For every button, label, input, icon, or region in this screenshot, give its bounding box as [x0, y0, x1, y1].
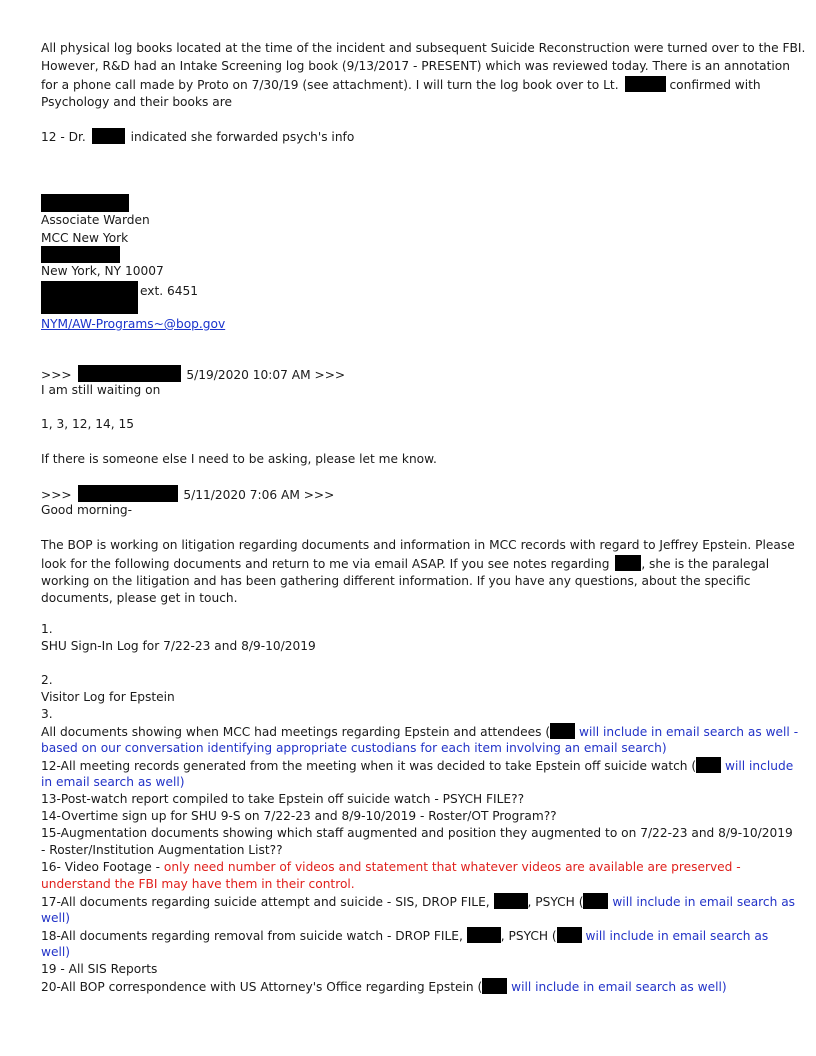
list-item: 14-Overtime sign up for SHU 9-S on 7/22-23 and 8/9-10/2019 - Roster/OT Program??	[41, 809, 557, 823]
body-line: look for the following documents and return to me via email ASAP. If you see notes regarding , she is the paralegal	[41, 557, 770, 571]
redacted-address	[41, 246, 120, 263]
redaction	[583, 893, 608, 909]
list-item: 20-All BOP correspondence with US Attorney's Office regarding Epstein ( will include in email search as well)	[41, 980, 727, 994]
body-line: 1, 3, 12, 14, 15	[41, 417, 135, 431]
signature-phone: ext. 6451	[41, 281, 198, 300]
list-item: 13-Post-watch report compiled to take Epstein off suicide watch - PSYCH FILE??	[41, 792, 525, 806]
redaction	[557, 927, 582, 943]
body-line: However, R&D had an Intake Screening log book (9/13/2017 - PRESENT) which was reviewed today. There is an annotation	[41, 59, 790, 73]
body-line: 12 - Dr. indicated she forwarded psych's info	[41, 130, 355, 144]
redaction	[550, 723, 575, 739]
redacted-sender	[78, 365, 181, 382]
message-header: >>> 5/11/2020 7:06 AM >>>	[41, 485, 334, 504]
redaction	[615, 555, 641, 571]
redaction	[92, 128, 125, 144]
body-line: for a phone call made by Proto on 7/30/19 (see attachment). I will turn the log book over to Lt. confirmed with	[41, 78, 761, 92]
list-item: 18-All documents regarding removal from suicide watch - DROP FILE, , PSYCH ( will include in email search as	[41, 929, 769, 943]
body-line: Psychology and their books are	[41, 95, 232, 109]
redaction	[494, 893, 528, 909]
body-line: I am still waiting on	[41, 383, 161, 397]
list-item: SHU Sign-In Log for 7/22-23 and 8/9-10/2019	[41, 639, 316, 653]
body-line: documents, please get in touch.	[41, 591, 238, 605]
body-line: If there is someone else I need to be asking, please let me know.	[41, 452, 437, 466]
list-item: All documents showing when MCC had meetings regarding Epstein and attendees ( will include in email search as well -	[41, 725, 799, 739]
list-item: 17-All documents regarding suicide attempt and suicide - SIS, DROP FILE, , PSYCH ( will include in email search as	[41, 895, 796, 909]
list-item: 12-All meeting records generated from the meeting when it was decided to take Epstein off suicide watch ( will include	[41, 759, 794, 773]
list-item-note: in email search as well)	[41, 775, 185, 789]
signature-email-link[interactable]: NYM/AW-Programs~@bop.gov	[41, 317, 226, 331]
redaction	[467, 927, 501, 943]
list-item: 16- Video Footage - only need number of videos and statement that whatever videos are available are preserved -	[41, 860, 741, 874]
body-line: Good morning-	[41, 503, 133, 517]
signature-city: New York, NY 10007	[41, 264, 164, 278]
body-line: All physical log books located at the time of the incident and subsequent Suicide Reconstruction were turned over to the FBI.	[41, 41, 806, 55]
body-line: working on the litigation and has been gathering different information. If you have any questions, about the specific	[41, 574, 751, 588]
list-item-note: based on our conversation identifying appropriate custodians for each item involving an email search)	[41, 741, 667, 755]
redaction	[482, 978, 507, 994]
list-number: 2.	[41, 673, 53, 687]
redacted-name	[41, 194, 129, 212]
list-number: 1.	[41, 622, 53, 636]
redacted-fax	[41, 298, 138, 314]
redaction	[625, 76, 666, 92]
list-number: 3.	[41, 707, 53, 721]
redaction	[696, 757, 721, 773]
list-item-note: well)	[41, 911, 70, 925]
list-item: 15-Augmentation documents showing which staff augmented and position they augmented to on 7/22-23 and 8/9-10/2019	[41, 826, 793, 840]
list-item: Visitor Log for Epstein	[41, 690, 175, 704]
list-item-note: understand the FBI may have them in their control.	[41, 877, 355, 891]
message-header: >>> 5/19/2020 10:07 AM >>>	[41, 365, 345, 384]
body-line: The BOP is working on litigation regarding documents and information in MCC records with regard to Jeffrey Epstein. Please	[41, 538, 795, 552]
list-item-note: well)	[41, 945, 70, 959]
signature-org: MCC New York	[41, 231, 129, 245]
signature-title: Associate Warden	[41, 213, 150, 227]
list-item: 19 - All SIS Reports	[41, 962, 158, 976]
list-item: - Roster/Institution Augmentation List??	[41, 843, 283, 857]
redacted-sender	[78, 485, 178, 502]
redacted-phone	[41, 281, 138, 298]
